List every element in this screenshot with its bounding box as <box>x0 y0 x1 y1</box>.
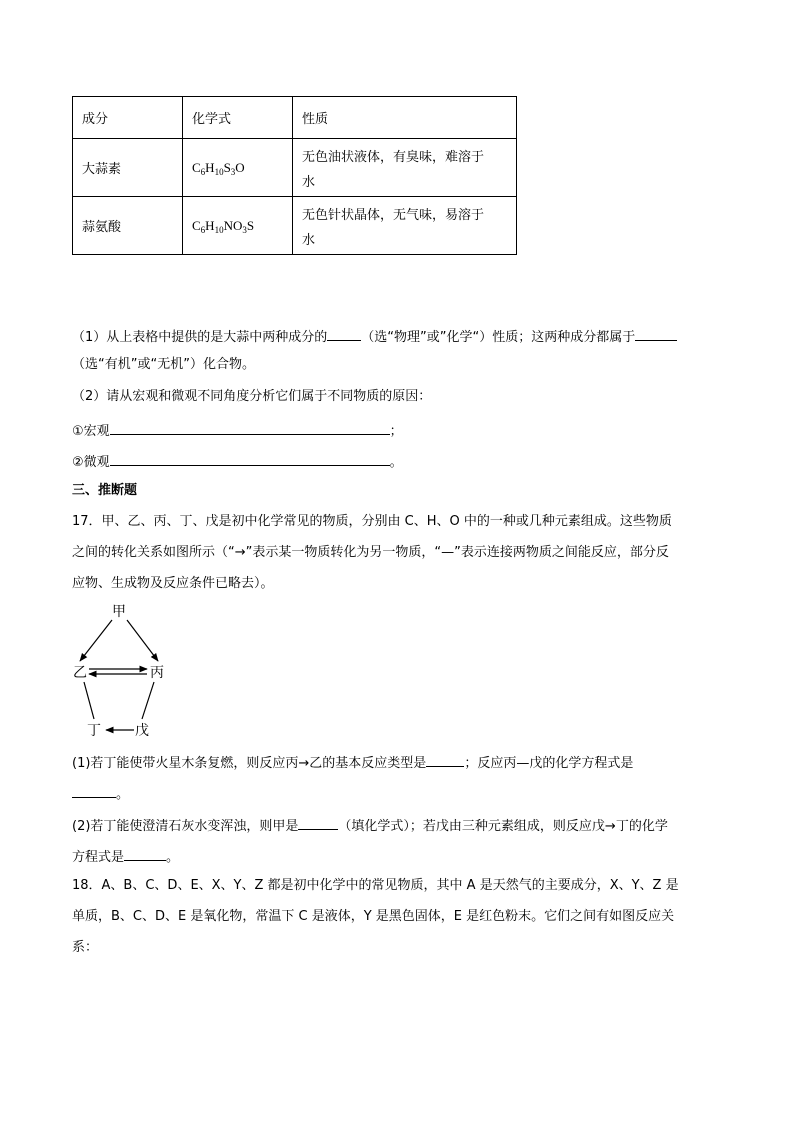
property-line: 水 <box>302 232 316 248</box>
q16-part1-line2: （选“有机”或“无机”）化合物。 <box>72 357 255 372</box>
node-wu: 戊 <box>135 723 149 739</box>
chemical-formula: $C_6H_{10}S_3O$ <box>183 139 293 197</box>
section-title: 三、推断题 <box>72 483 138 498</box>
answer-blank[interactable] <box>110 420 390 435</box>
text: （填化学式）；若戊由三种元素组成，则反应戊→丁的化学 <box>338 819 668 834</box>
link-yi-ding <box>84 682 94 719</box>
q17-stem: 17．甲、乙、丙、丁、戊是初中化学常见的物质，分别由 C、H、O 中的一种或几种元素组成。这些物质 <box>72 514 672 529</box>
property-line: 无色油状液体，有臭味，难溶于 <box>302 149 485 165</box>
micro-line <box>72 451 403 472</box>
q17-part1-line2 <box>72 783 129 804</box>
text: (2)若丁能使澄清石灰水变浑浊，则甲是 <box>72 819 299 834</box>
text: ； <box>389 424 403 439</box>
conversion-diagram <box>70 600 180 740</box>
property-line: 无色针状晶体，无气味，易溶于 <box>302 207 485 223</box>
chemical-formula: $C_6H_{10}NO_3S$ <box>183 197 293 255</box>
q17-stem: 之间的转化关系如图所示（“→”表示某一物质转化为另一物质，“—”表示连接两物质之间能反应，部分反 <box>72 545 669 560</box>
macro-line <box>72 420 403 441</box>
text: 。 <box>166 850 180 865</box>
property-line: 水 <box>302 174 316 190</box>
text: 方程式是 <box>72 850 125 865</box>
node-bing: 丙 <box>150 665 164 681</box>
node-yi: 乙 <box>73 665 87 681</box>
text: ；反应丙—戊的化学方程式是 <box>464 756 634 771</box>
text: ②微观 <box>72 455 110 470</box>
text: ①宏观 <box>72 424 110 439</box>
answer-blank[interactable] <box>298 815 338 830</box>
node-jia: 甲 <box>112 604 126 620</box>
property-cell <box>293 139 517 197</box>
q18-stem: 单质，B、C、D、E 是氧化物，常温下 C 是液体，Y 是黑色固体，E 是红色粉末。它们之间有如图反应关 <box>72 909 675 924</box>
table-header-row <box>73 97 517 139</box>
table-row <box>73 139 517 197</box>
q17-part1 <box>72 752 633 773</box>
property-cell <box>293 197 517 255</box>
component-name: 蒜氨酸 <box>73 197 183 255</box>
component-name: 大蒜素 <box>73 139 183 197</box>
answer-blank[interactable] <box>124 846 166 861</box>
q18-stem: 18．A、B、C、D、E、X、Y、Z 都是初中化学中的常见物质，其中 A 是天然气的主要成分，X、Y、Z 是 <box>72 878 679 893</box>
properties-table <box>72 96 517 255</box>
text: (1)若丁能使带火星木条复燃，则反应丙→乙的基本反应类型是 <box>72 756 427 771</box>
answer-blank[interactable] <box>635 326 677 341</box>
link-bing-wu <box>142 682 154 719</box>
text: 。 <box>116 787 130 802</box>
answer-blank[interactable] <box>110 451 390 466</box>
answer-blank[interactable] <box>426 752 464 767</box>
text: （1）从上表格中提供的是大蒜中两种成分的 <box>72 330 328 345</box>
header-cell: 化学式 <box>183 97 293 139</box>
text: （选“物理”或”化学“）性质；这两种成分都属于 <box>361 330 636 345</box>
text: 。 <box>389 455 403 470</box>
q17-part2-line2 <box>72 846 179 867</box>
q17-part2 <box>72 815 668 836</box>
q18-stem: 系： <box>72 940 99 955</box>
header-cell: 性质 <box>293 97 517 139</box>
arrow-jia-yi <box>80 620 112 661</box>
answer-blank[interactable] <box>72 783 116 798</box>
header-cell: 成分 <box>73 97 183 139</box>
q16-part2: （2）请从宏观和微观不同角度分析它们属于不同物质的原因： <box>72 389 432 404</box>
table-row <box>73 197 517 255</box>
answer-blank[interactable] <box>327 326 361 341</box>
q16-part1-line1 <box>72 326 677 347</box>
node-ding: 丁 <box>87 723 101 739</box>
arrow-jia-bing <box>127 620 158 661</box>
q17-stem: 应物、生成物及反应条件已略去）。 <box>72 576 274 591</box>
